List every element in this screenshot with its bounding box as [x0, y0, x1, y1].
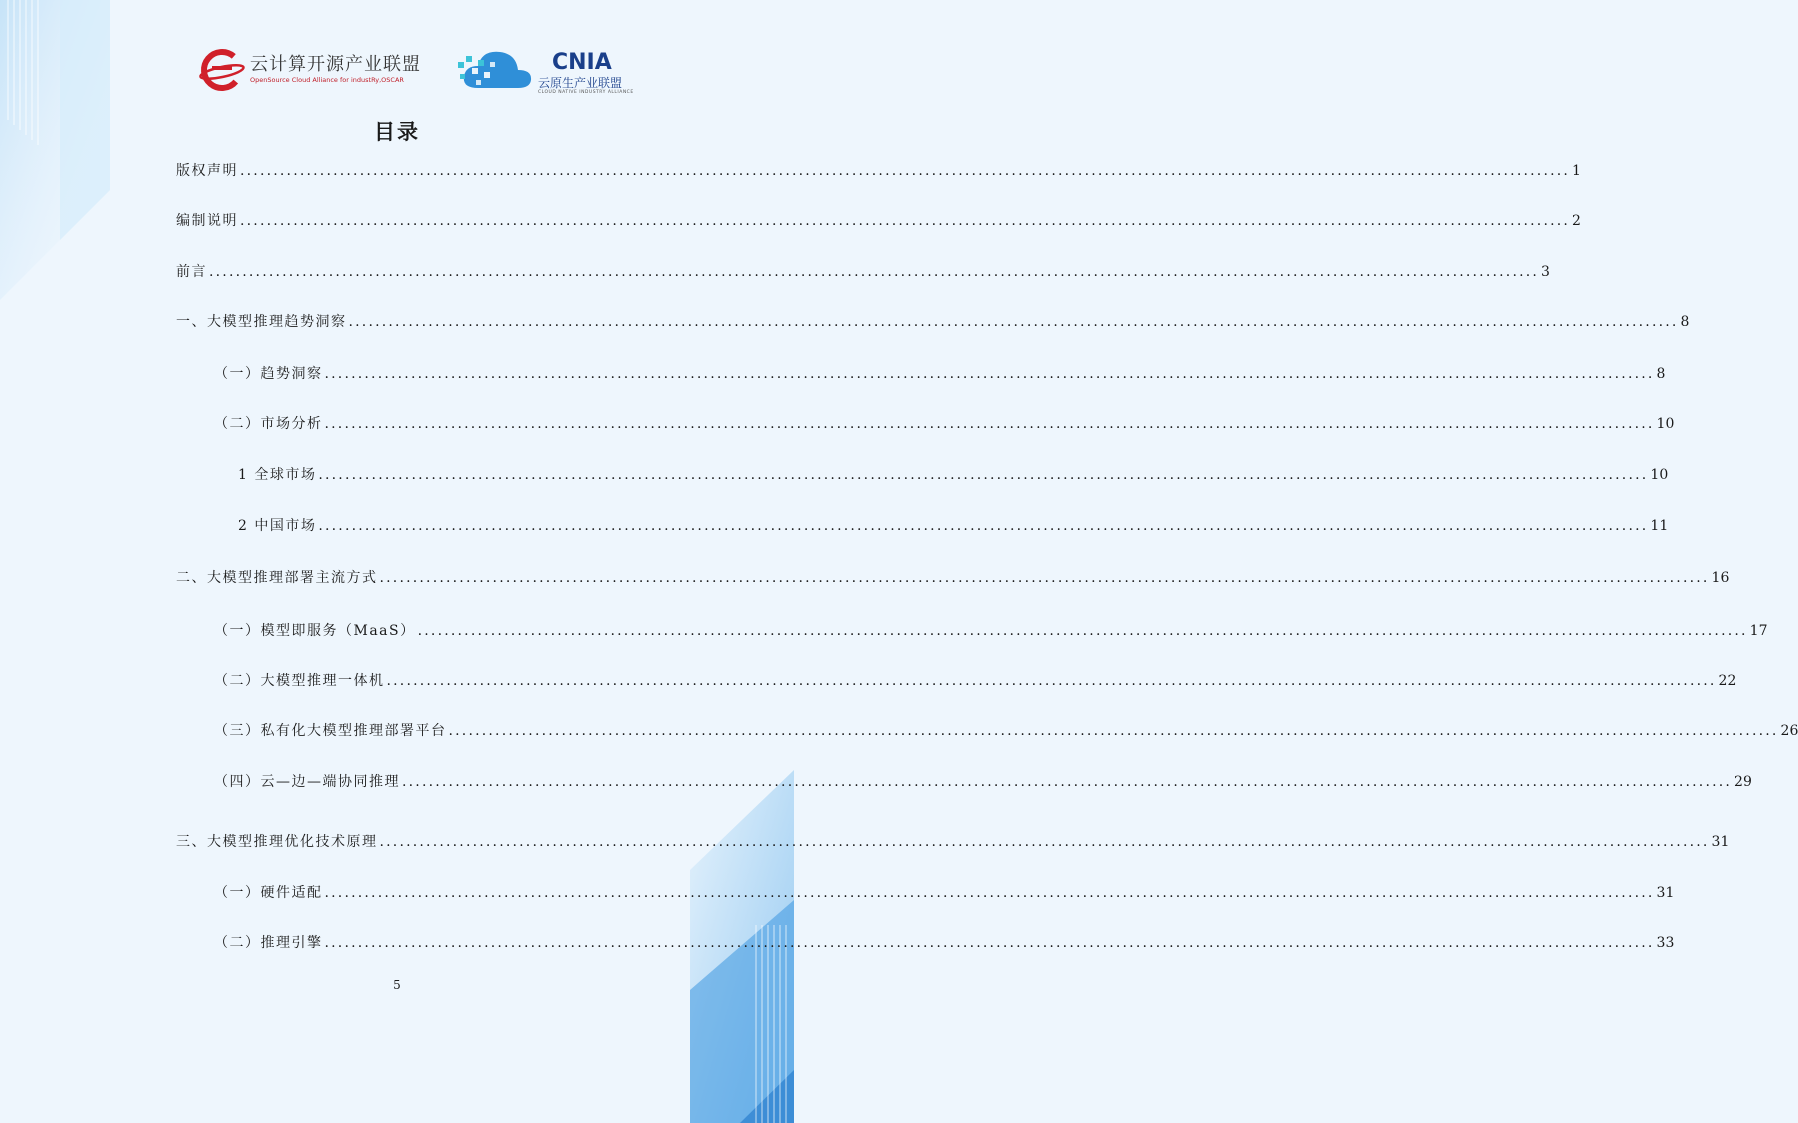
- page-header: [0, 40, 794, 100]
- toc-leader-dots: ........................................................................................................................................................................................................: [318, 467, 1649, 483]
- toc-leader-dots: ........................................................................................................................................................................................................: [417, 623, 1748, 639]
- cnia-logo: [456, 40, 634, 100]
- toc-leader-dots: ........................................................................................................................................................................................................: [324, 885, 1655, 901]
- toc-entry[interactable]: [214, 882, 1675, 902]
- toc-entry-page: 31: [1656, 885, 1675, 901]
- cnia-logo-tagline: CLOUD NATIVE INDUSTRY ALLIANCE: [538, 90, 634, 95]
- toc-entry[interactable]: [176, 160, 1581, 180]
- toc-entry-label: 二、大模型推理部署主流方式: [176, 570, 378, 586]
- toc-leader-dots: ........................................................................................................................................................................................................: [318, 518, 1649, 534]
- toc-entry[interactable]: [238, 515, 1669, 535]
- toc-entry[interactable]: [176, 210, 1581, 230]
- toc-entry-label: （二）大模型推理一体机: [214, 673, 385, 689]
- toc-entry-label: （二）推理引擎: [214, 935, 323, 951]
- toc-leader-dots: ........................................................................................................................................................................................................: [402, 774, 1733, 790]
- oscar-logo-subtitle: OpenSource Cloud Alliance for industRy,OSCAR: [250, 76, 404, 84]
- toc-leader-dots: ........................................................................................................................................................................................................: [240, 213, 1571, 229]
- toc-entry[interactable]: [214, 620, 1768, 640]
- toc-entry[interactable]: [214, 363, 1666, 383]
- toc-leader-dots: ........................................................................................................................................................................................................: [324, 935, 1655, 951]
- toc-leader-dots: ........................................................................................................................................................................................................: [209, 264, 1540, 280]
- toc-entry-page: 2: [1572, 213, 1581, 229]
- toc-entry-page: 17: [1749, 623, 1768, 639]
- cloud-pixel-icon: [456, 40, 536, 96]
- cnia-logo-subtitle: 云原生产业联盟: [538, 76, 623, 90]
- toc-entry-page: 10: [1656, 416, 1675, 432]
- toc-title: 目录: [374, 120, 420, 144]
- toc-entry-page: 31: [1711, 834, 1730, 850]
- toc-entry[interactable]: [176, 311, 1690, 331]
- oscar-logo-title: 云计算开源产业联盟: [250, 54, 421, 75]
- toc-entry[interactable]: [214, 720, 1798, 740]
- toc-entry-label: （三）私有化大模型推理部署平台: [214, 723, 447, 739]
- toc-entry-label: 一、大模型推理趋势洞察: [176, 314, 347, 330]
- toc-entry-page: 1: [1572, 163, 1581, 179]
- toc-entry-page: 3: [1541, 264, 1550, 280]
- toc-entry-label: （一）模型即服务（MaaS）: [214, 623, 416, 639]
- toc-entry[interactable]: [214, 932, 1675, 952]
- toc-entry[interactable]: [214, 670, 1737, 690]
- page-number: 5: [393, 978, 401, 992]
- toc-entry[interactable]: [176, 831, 1730, 851]
- toc-entry[interactable]: [214, 771, 1752, 791]
- toc-entry-page: 33: [1656, 935, 1675, 951]
- toc-leader-dots: ........................................................................................................................................................................................................: [448, 723, 1779, 739]
- toc-leader-dots: ........................................................................................................................................................................................................: [386, 673, 1717, 689]
- toc-entry-label: 编制说明: [176, 213, 238, 229]
- toc-leader-dots: ........................................................................................................................................................................................................: [379, 834, 1710, 850]
- toc-leader-dots: ........................................................................................................................................................................................................: [348, 314, 1679, 330]
- toc-leader-dots: ........................................................................................................................................................................................................: [324, 366, 1655, 382]
- toc-entry-label: （四）云—边—端协同推理: [214, 774, 400, 790]
- toc-leader-dots: ........................................................................................................................................................................................................: [324, 416, 1655, 432]
- toc-entry-page: 22: [1718, 673, 1737, 689]
- toc-entry-label: 1 全球市场: [238, 467, 317, 483]
- toc-entry-page: 26: [1780, 723, 1798, 739]
- toc-entry[interactable]: [176, 567, 1730, 587]
- toc-entry-label: 2 中国市场: [238, 518, 317, 534]
- toc-entry-label: 三、大模型推理优化技术原理: [176, 834, 378, 850]
- toc-entry-label: （一）趋势洞察: [214, 366, 323, 382]
- toc-entry[interactable]: [214, 413, 1675, 433]
- toc-leader-dots: ........................................................................................................................................................................................................: [240, 163, 1571, 179]
- toc-entry-page: 8: [1680, 314, 1690, 330]
- toc-entry-label: （一）硬件适配: [214, 885, 323, 901]
- toc-entry-page: 29: [1734, 774, 1752, 790]
- oscar-emblem-icon: [198, 46, 248, 94]
- toc-entry-page: 10: [1650, 467, 1669, 483]
- toc-entry[interactable]: [176, 261, 1550, 281]
- toc-entry-page: 11: [1650, 518, 1669, 534]
- toc-entry-label: 前言: [176, 264, 207, 280]
- toc-leader-dots: ........................................................................................................................................................................................................: [379, 570, 1710, 586]
- toc-entry-page: 16: [1711, 570, 1730, 586]
- toc-entry-page: 8: [1656, 366, 1666, 382]
- cnia-logo-title: CNIA: [552, 50, 612, 75]
- oscar-logo: [198, 46, 421, 94]
- toc-entry[interactable]: [238, 464, 1669, 484]
- toc-entry-label: 版权声明: [176, 163, 238, 179]
- toc-entry-label: （二）市场分析: [214, 416, 323, 432]
